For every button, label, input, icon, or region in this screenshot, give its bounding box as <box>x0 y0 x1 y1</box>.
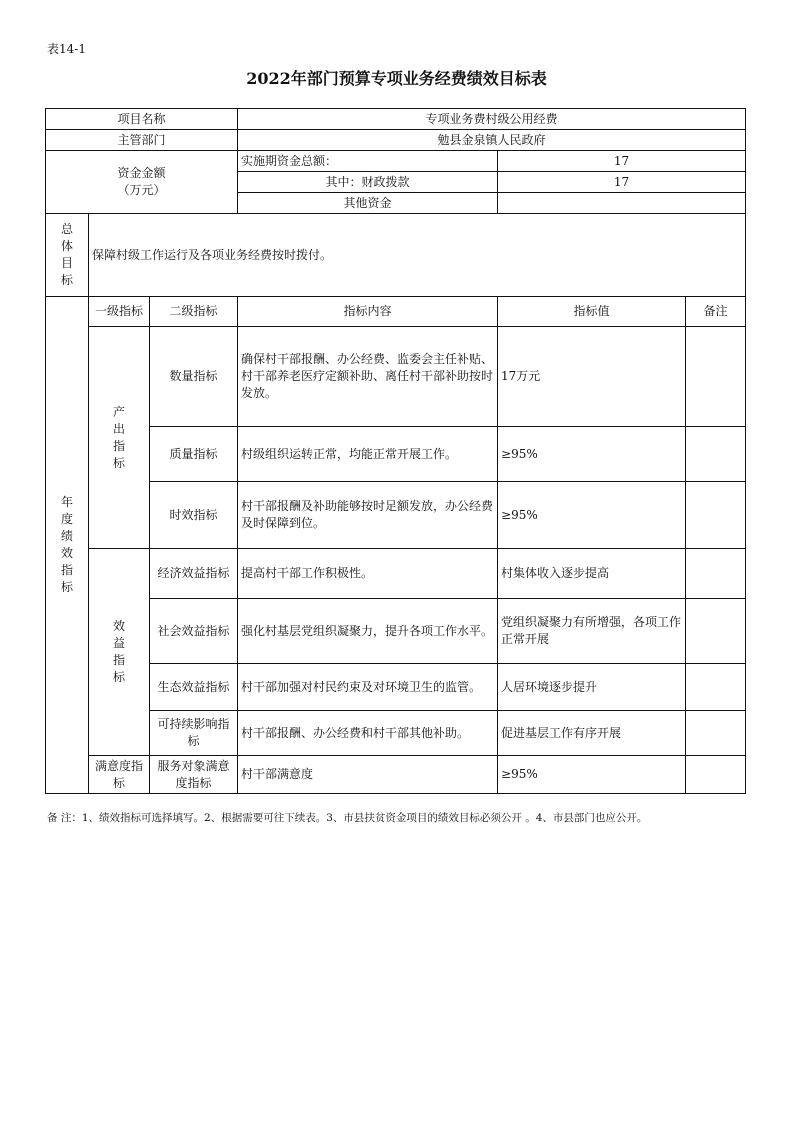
benefit-label: 效益指标 <box>89 549 150 756</box>
other-value <box>498 193 746 214</box>
content-cell: 村干部报酬及补助能够按时足额发放，办公经费及时保障到位。 <box>238 482 498 549</box>
content-cell: 村级组织运转正常，均能正常开展工作。 <box>238 427 498 482</box>
footnote: 备 注：1、绩效指标可选择填写。2、根据需要可往下续表。3、市县扶贫资金项目的绩效目标必须公开 。4、市县部门也应公开。 <box>47 812 648 824</box>
value-cell: ≥95% <box>498 427 686 482</box>
total-value: 17 <box>498 151 746 172</box>
satisfaction-label: 满意度指标 <box>89 756 150 794</box>
note-cell <box>686 549 746 599</box>
note-cell <box>686 756 746 794</box>
l2-cell: 可持续影响指标 <box>150 711 238 756</box>
value-cell: 17万元 <box>498 327 686 427</box>
note-cell <box>686 482 746 549</box>
content-cell: 提高村干部工作积极性。 <box>238 549 498 599</box>
content-cell: 确保村干部报酬、办公经费、监委会主任补贴、村干部养老医疗定额补助、离任村干部补助按时发放。 <box>238 327 498 427</box>
header-l1: 一级指标 <box>89 297 150 327</box>
header-content: 指标内容 <box>238 297 498 327</box>
other-label: 其他资金 <box>238 193 498 214</box>
performance-table <box>45 108 746 794</box>
header-l2: 二级指标 <box>150 297 238 327</box>
l2-cell: 经济效益指标 <box>150 549 238 599</box>
page-title: 2022年部门预算专项业务经费绩效目标表 <box>246 69 547 88</box>
l2-cell: 数量指标 <box>150 327 238 427</box>
value-cell: ≥95% <box>498 756 686 794</box>
value-cell: 村集体收入逐步提高 <box>498 549 686 599</box>
funds-label: 资金金额 （万元） <box>46 151 238 214</box>
content-cell: 村干部报酬、办公经费和村干部其他补助。 <box>238 711 498 756</box>
l2-cell: 社会效益指标 <box>150 599 238 664</box>
note-cell <box>686 599 746 664</box>
project-name: 专项业务费村级公用经费 <box>238 109 746 130</box>
header-note: 备注 <box>686 297 746 327</box>
note-cell <box>686 427 746 482</box>
value-cell: ≥95% <box>498 482 686 549</box>
output-label: 产出指标 <box>89 327 150 549</box>
l2-cell: 服务对象满意度指标 <box>150 756 238 794</box>
content-cell: 强化村基层党组织凝聚力，提升各项工作水平。 <box>238 599 498 664</box>
project-name-label: 项目名称 <box>46 109 238 130</box>
total-label: 实施期资金总额： <box>238 151 498 172</box>
annual-label: 年度绩效指标 <box>46 297 89 794</box>
content-cell: 村干部加强对村民约束及对环境卫生的监管。 <box>238 664 498 711</box>
l2-cell: 时效指标 <box>150 482 238 549</box>
note-cell <box>686 664 746 711</box>
value-cell: 人居环境逐步提升 <box>498 664 686 711</box>
l2-cell: 质量指标 <box>150 427 238 482</box>
note-cell <box>686 711 746 756</box>
table-number: 表14-1 <box>47 42 86 56</box>
fiscal-label: 其中：财政拨款 <box>238 172 498 193</box>
header-value: 指标值 <box>498 297 686 327</box>
content-cell: 村干部满意度 <box>238 756 498 794</box>
dept: 勉县金泉镇人民政府 <box>238 130 746 151</box>
goal-text: 保障村级工作运行及各项业务经费按时拨付。 <box>89 214 746 297</box>
goal-label: 总体目标 <box>46 214 89 297</box>
fiscal-value: 17 <box>498 172 746 193</box>
value-cell: 党组织凝聚力有所增强，各项工作正常开展 <box>498 599 686 664</box>
note-cell <box>686 327 746 427</box>
dept-label: 主管部门 <box>46 130 238 151</box>
l2-cell: 生态效益指标 <box>150 664 238 711</box>
value-cell: 促进基层工作有序开展 <box>498 711 686 756</box>
